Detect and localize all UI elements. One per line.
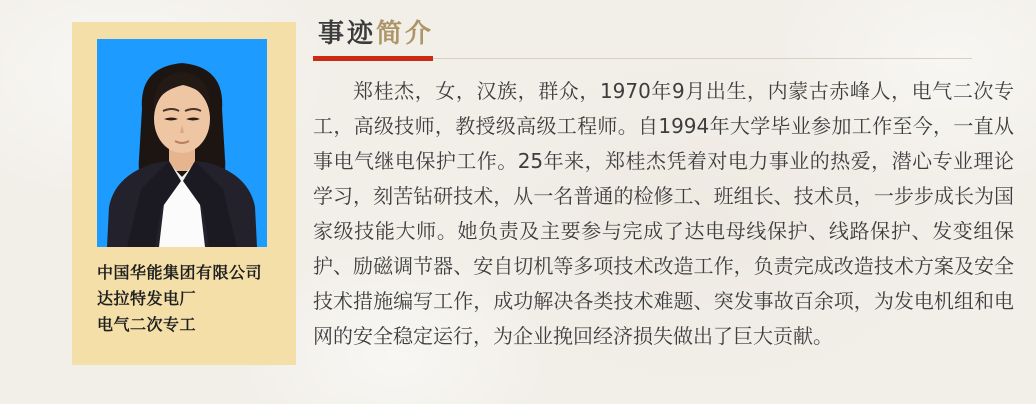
title-divider xyxy=(313,56,972,61)
company-name: 中国华能集团有限公司 xyxy=(97,263,263,282)
plant-name: 达拉特发电厂 xyxy=(97,289,197,308)
bio-paragraph: 郑桂杰，女，汉族，群众，1970年9月出生，内蒙古赤峰人，电气二次专工，高级技师，教授级高级工程师。自1994年大学毕业参加工作至今，一直从事电气继电保护工作。25年来，郑桂杰凭着对电力事业的热爱，潜心专业理论学习，刻苦钻研技术，从一名普通的检修工、班组长、技术员，一步步成长为国家级技能大师。她负责及主要参与完成了达电母线保护、线路保护、发变组保护、励磁调节器、安自切机等多项技术改造工作，负责完成改造技术方案及安全技术措施编写工作，成功解决各类技术难题、突发事故百余项，为发电机组和电网的安全稳定运行，为企业挽回经济损失做出了巨大贡献。 xyxy=(313,79,1014,348)
bio-section xyxy=(313,18,1014,354)
section-title-dark: 事迹 xyxy=(318,19,377,49)
section-title xyxy=(313,18,1014,50)
profile-info xyxy=(97,260,282,338)
profile-card xyxy=(72,22,296,365)
job-role: 电气二次专工 xyxy=(97,315,197,334)
portrait-photo xyxy=(97,39,267,247)
divider-red-accent xyxy=(313,56,433,61)
section-title-accent: 简介 xyxy=(376,19,435,49)
